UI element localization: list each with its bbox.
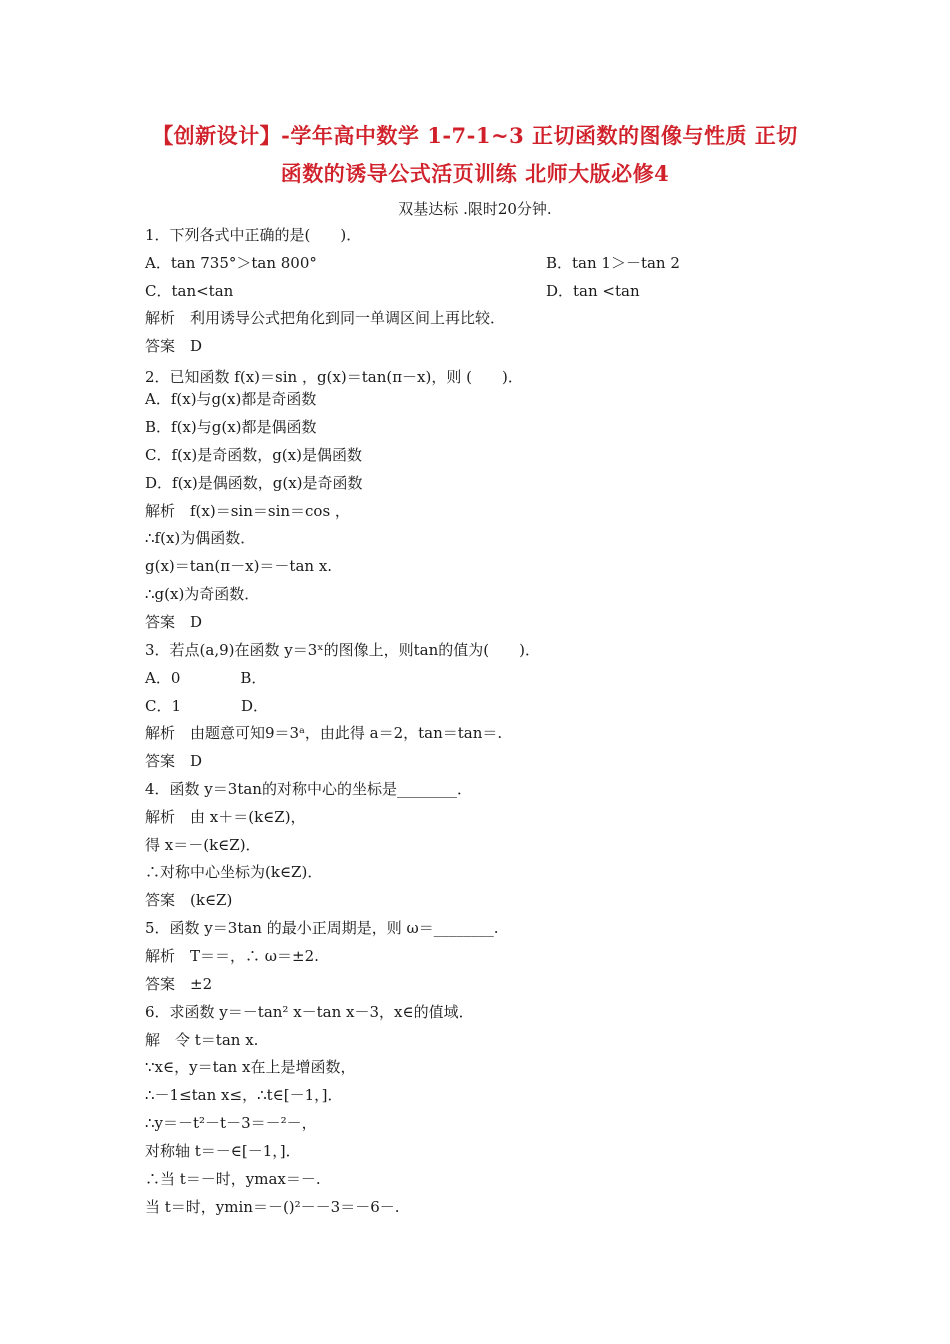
option-2a: A．f(x)与g(x)都是奇函数 xyxy=(145,390,317,408)
analysis-2: 解析 f(x)＝sin＝sin＝cos ， xyxy=(145,502,350,520)
option-1a: A．tan 735°＞tan 800° xyxy=(145,254,317,272)
solution-6-line-7: 当 t＝时，ymin＝－()²－－3＝－6－. xyxy=(145,1198,400,1216)
analysis-1: 解析 利用诱导公式把角化到同一单调区间上再比较． xyxy=(145,309,506,327)
option-1c: C．tan<tan xyxy=(145,282,234,300)
answer-4: 答案 (k∈Z) xyxy=(145,891,233,909)
option-2c: C．f(x)是奇函数，g(x)是偶函数 xyxy=(145,446,362,464)
solution-6-line-6: ∴当 t＝－时，ymax＝－. xyxy=(145,1170,321,1188)
solution-6: 解 令 t＝tan x. xyxy=(145,1031,259,1049)
analysis-2-line-3: g(x)＝tan(π－x)＝－tan x. xyxy=(145,557,333,575)
analysis-2-line-4: ∴g(x)为奇函数． xyxy=(145,585,260,603)
title-line-2: 函数的诱导公式活页训练 北师大版必修4 xyxy=(280,161,670,186)
analysis-4: 解析 由 x＋＝(k∈Z)， xyxy=(145,808,306,826)
analysis-5: 解析 T＝＝，∴ ω＝±2. xyxy=(145,947,319,965)
question-5: 5．函数 y＝3tan 的最小正周期是，则 ω＝________. xyxy=(145,919,499,937)
solution-6-line-2: ∵x∈，y＝tan x在上是增函数， xyxy=(145,1058,356,1076)
answer-5: 答案 ±2 xyxy=(145,975,213,993)
option-2b: B．f(x)与g(x)都是偶函数 xyxy=(145,418,317,436)
question-6: 6．求函数 y＝－tan² x－tan x－3，x∈的值域． xyxy=(145,1003,474,1021)
question-2: 2．已知函数 f(x)＝sin ，g(x)＝tan(π－x)，则 ( )． xyxy=(145,368,523,386)
options-3cd: C．1 D． xyxy=(145,697,269,715)
question-4: 4．函数 y＝3tan的对称中心的坐标是________． xyxy=(145,780,472,798)
option-2d: D．f(x)是偶函数，g(x)是奇函数 xyxy=(145,474,363,492)
question-3: 3．若点(a,9)在函数 y＝3ˣ的图像上，则tan的值为( )． xyxy=(145,641,540,659)
option-1d: D．tan <tan xyxy=(546,282,640,300)
title-line-1: 【创新设计】-学年高中数学 1-7-1~3 正切函数的图像与性质 正切 xyxy=(152,123,798,148)
question-1: 1．下列各式中正确的是( )． xyxy=(145,226,362,244)
answer-3: 答案 D xyxy=(145,752,203,770)
solution-6-line-4: ∴y＝－t²－t－3＝－²－， xyxy=(145,1114,317,1132)
options-3ab: A．0 B． xyxy=(145,669,267,687)
subtitle: 双基达标 .限时20分钟. xyxy=(398,200,552,218)
analysis-3: 解析 由题意可知9＝3ᵃ，由此得 a＝2，tan＝tan＝. xyxy=(145,724,503,742)
solution-6-line-3: ∴－1≤tan x≤，∴t∈[－1，]． xyxy=(145,1086,343,1104)
analysis-4-line-2: 得 x＝－(k∈Z)． xyxy=(145,836,261,854)
solution-6-line-5: 对称轴 t＝－∈[－1，]． xyxy=(145,1142,301,1160)
analysis-4-line-3: ∴对称中心坐标为(k∈Z)． xyxy=(145,863,323,881)
option-1b: B．tan 1＞－tan 2 xyxy=(546,254,680,272)
analysis-2-line-2: ∴f(x)为偶函数． xyxy=(145,529,256,547)
answer-2: 答案 D xyxy=(145,613,203,631)
answer-1: 答案 D xyxy=(145,337,203,355)
